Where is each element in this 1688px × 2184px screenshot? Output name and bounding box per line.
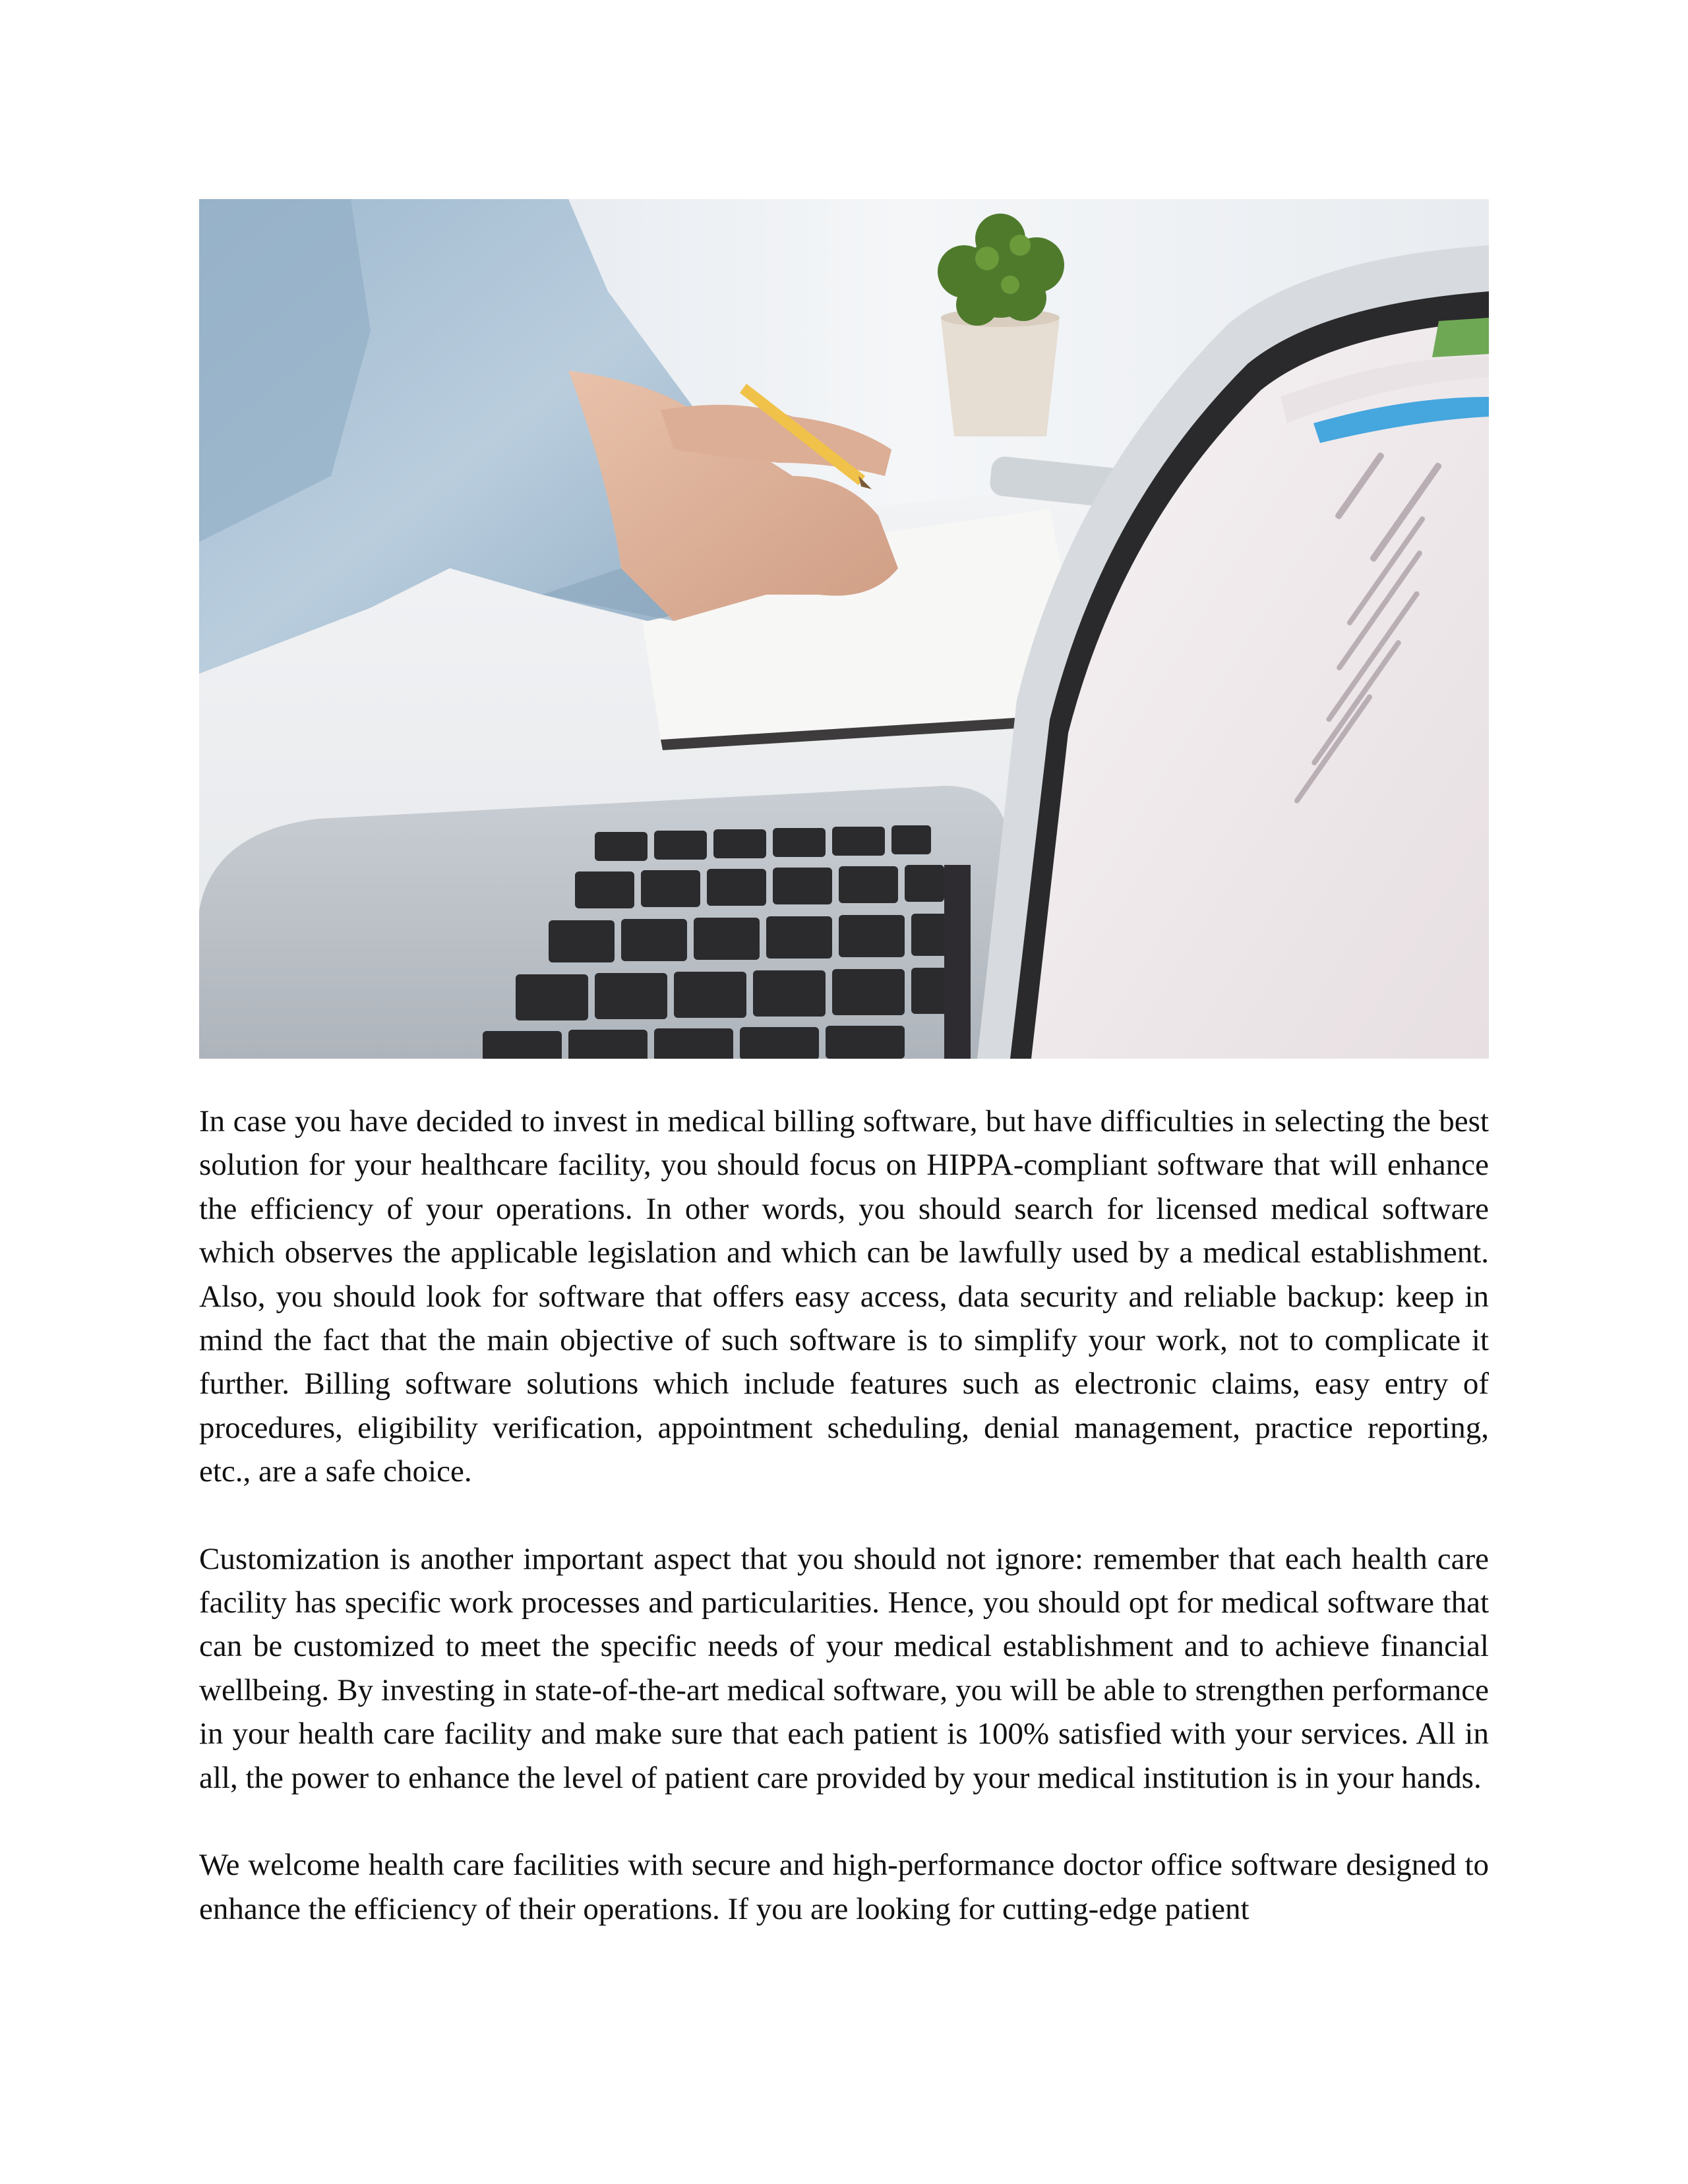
paragraph-2: Customization is another important aspect that you should not ignore: remember that each health care facility has specific work processes and particularities. Hence, you should opt for medical software that can be customized to meet the specific needs of your medical establishment and to achieve financial wellbeing. By investing in state-of-the-art medical software, you will be able to strengthen performance in your health care facility and make sure that each patient is 100% satisfied with your services. All in all, the power to enhance the level of patient care provided by your medical institution is in your hands. xyxy=(199,1541,1489,1795)
paragraph-3: We welcome health care facilities with secure and high-performance doctor office software designed to enhance the efficiency of their operations. If you are looking for cutting-edge patient xyxy=(199,1848,1489,1926)
article-body xyxy=(199,1100,1489,1974)
paragraph-1: In case you have decided to invest in medical billing software, but have difficulties in selecting the best solution for your healthcare facility, you should focus on HIPPA-compliant software that will enhance the efficiency of your operations. In other words, you should search for licensed medical software which observes the applicable legislation and which can be lawfully used by a medical establishment. Also, you should look for software that offers easy access, data security and reliable backup: keep in mind the fact that the main objective of such software is to simplify your work, not to complicate it further. Billing software solutions which include features such as electronic claims, easy entry of procedures, eligibility verification, appointment scheduling, denial management, practice reporting, etc., are a safe choice. xyxy=(199,1104,1489,1489)
office-desk-laptop-photo-icon xyxy=(199,199,1489,1059)
hero-photo xyxy=(199,199,1489,1059)
